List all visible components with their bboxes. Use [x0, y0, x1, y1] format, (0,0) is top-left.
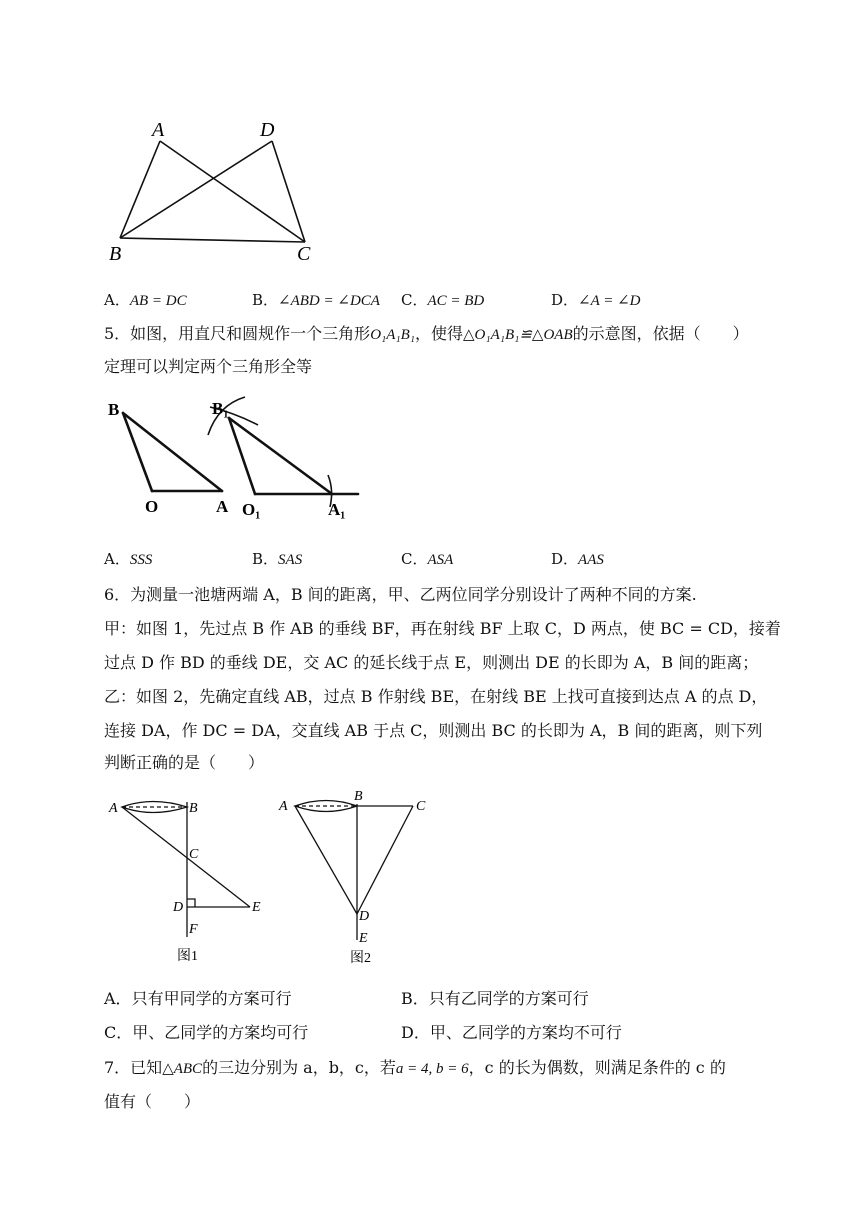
q5-text: 5．如图，用直尺和圆规作一个三角形: [104, 324, 371, 343]
q5-option-b[interactable]: [252, 550, 302, 569]
fig5-label-a: A: [216, 497, 229, 516]
fig1-label-d: D: [260, 119, 275, 141]
fig5-label-b: B: [108, 400, 120, 419]
q5-option-a[interactable]: [104, 550, 152, 569]
fig1-label-c: C: [297, 243, 311, 265]
q6-option-b[interactable]: [401, 990, 589, 1008]
q6-line4: 乙：如图 2，先确定直线 AB，过点 B 作射线 BE，在射线 BE 上找可直接到达点 A 的点 D，: [104, 687, 768, 706]
q4-option-b[interactable]: [252, 291, 380, 310]
option-key: B．: [252, 550, 279, 568]
q6-line6: 判断正确的是（ ）: [104, 753, 265, 772]
q5-text: ，使得: [415, 324, 464, 343]
option-math: SAS: [278, 552, 303, 568]
q6-line1: 6．为测量一池塘两端 A，B 间的距离，甲、乙两位同学分别设计了两种不同的方案.: [104, 585, 697, 604]
q6-option-a[interactable]: [104, 990, 292, 1008]
fig6a-label-f: F: [189, 922, 198, 937]
fig1-label-a: A: [152, 119, 165, 141]
q6-line2: 甲：如图 1，先过点 B 作 AB 的垂线 BF，再在射线 BF 上取 C，D 两点，使 BC = CD，接着: [104, 619, 781, 638]
option-math: SSS: [129, 552, 153, 568]
option-key: A．: [104, 989, 132, 1008]
option-key: B．: [252, 291, 279, 309]
q7-line1: [104, 1059, 726, 1078]
fig5-label-a1: A₁: [328, 500, 346, 519]
fig6b-label-a: A: [279, 799, 288, 814]
q7-text: ，c 的长为偶数，则满足条件的 c 的: [468, 1058, 726, 1077]
fig6b-label-c: C: [416, 799, 426, 814]
fig6b-caption: 图2: [350, 951, 371, 966]
q4-option-d[interactable]: [551, 291, 641, 310]
q7-text: 的三边分别为 a，b，c，若: [202, 1058, 396, 1077]
fig6b-label-e: E: [359, 931, 368, 946]
fig6a-label-d: D: [173, 900, 184, 915]
q7-text: 7．已知: [104, 1058, 163, 1077]
option-math: ∠A = ∠D: [578, 293, 641, 309]
fig6b-label-d: D: [359, 909, 370, 924]
option-key: C．: [104, 1023, 133, 1042]
fig6a-caption: 图1: [177, 949, 198, 964]
fig5-label-o: O: [145, 497, 159, 516]
option-math: AAS: [578, 552, 604, 568]
fig6a-label-a: A: [109, 801, 118, 816]
q6-line5: 连接 DA，作 DC = DA，交直线 AB 于点 C，则测出 BC 的长即为 A，B 间的距离，则下列: [104, 721, 763, 740]
option-key: C．: [401, 550, 428, 568]
option-key: B．: [401, 989, 429, 1008]
q5-congruence: △O₁A₁B₁≌△OAB: [463, 327, 573, 343]
fig5-label-o1: O₁: [242, 500, 261, 519]
fig6a-label-e: E: [252, 900, 261, 915]
fig5-label-b1: B₁: [212, 399, 229, 418]
option-key: D．: [401, 1023, 430, 1042]
q6-option-c[interactable]: [104, 1024, 308, 1042]
q5-triangle: O₁A₁B₁: [370, 327, 415, 343]
q6-option-d[interactable]: [401, 1024, 622, 1042]
option-math: AB = DC: [129, 293, 187, 309]
option-key: C．: [401, 291, 428, 309]
option-text: 甲、乙同学的方案均可行: [132, 1023, 309, 1042]
option-key: A．: [104, 550, 130, 568]
option-key: A．: [104, 291, 130, 309]
q5-line2: 定理可以判定两个三角形全等: [104, 357, 313, 376]
q6-line3: 过点 D 作 BD 的垂线 DE，交 AC 的延长线于点 E，则测出 DE 的长即为 A，B 间的距离；: [104, 653, 759, 672]
option-text: 只有乙同学的方案可行: [428, 989, 589, 1008]
q5-option-d[interactable]: [551, 550, 604, 569]
option-key: D．: [551, 291, 579, 309]
option-key: D．: [551, 550, 579, 568]
option-text: 只有甲同学的方案可行: [131, 989, 292, 1008]
q6-figure-1: [100, 790, 275, 970]
option-text: 甲、乙同学的方案均不可行: [429, 1023, 622, 1042]
fig6b-label-b: B: [354, 789, 363, 804]
fig6a-label-c: C: [189, 847, 199, 862]
option-math: AC = BD: [427, 293, 485, 309]
q4-figure: [100, 110, 330, 270]
fig6a-label-b: B: [189, 801, 198, 816]
option-math: ∠ABD = ∠DCA: [278, 293, 380, 309]
q5-option-c[interactable]: [401, 550, 453, 569]
q7-condition: a = 4, b = 6: [395, 1061, 469, 1077]
fig1-label-b: B: [109, 243, 122, 265]
option-math: ASA: [427, 552, 454, 568]
q4-option-a[interactable]: [104, 291, 187, 310]
q5-text: 的示意图，依据（ ）: [572, 324, 749, 343]
q6-figure-2: [270, 780, 445, 970]
q7-triangle: △ABC: [162, 1061, 203, 1077]
q5-figure: [100, 385, 370, 525]
q7-line2: 值有（ ）: [104, 1092, 201, 1111]
q5-line1: [104, 325, 749, 344]
q4-option-c[interactable]: [401, 291, 484, 310]
